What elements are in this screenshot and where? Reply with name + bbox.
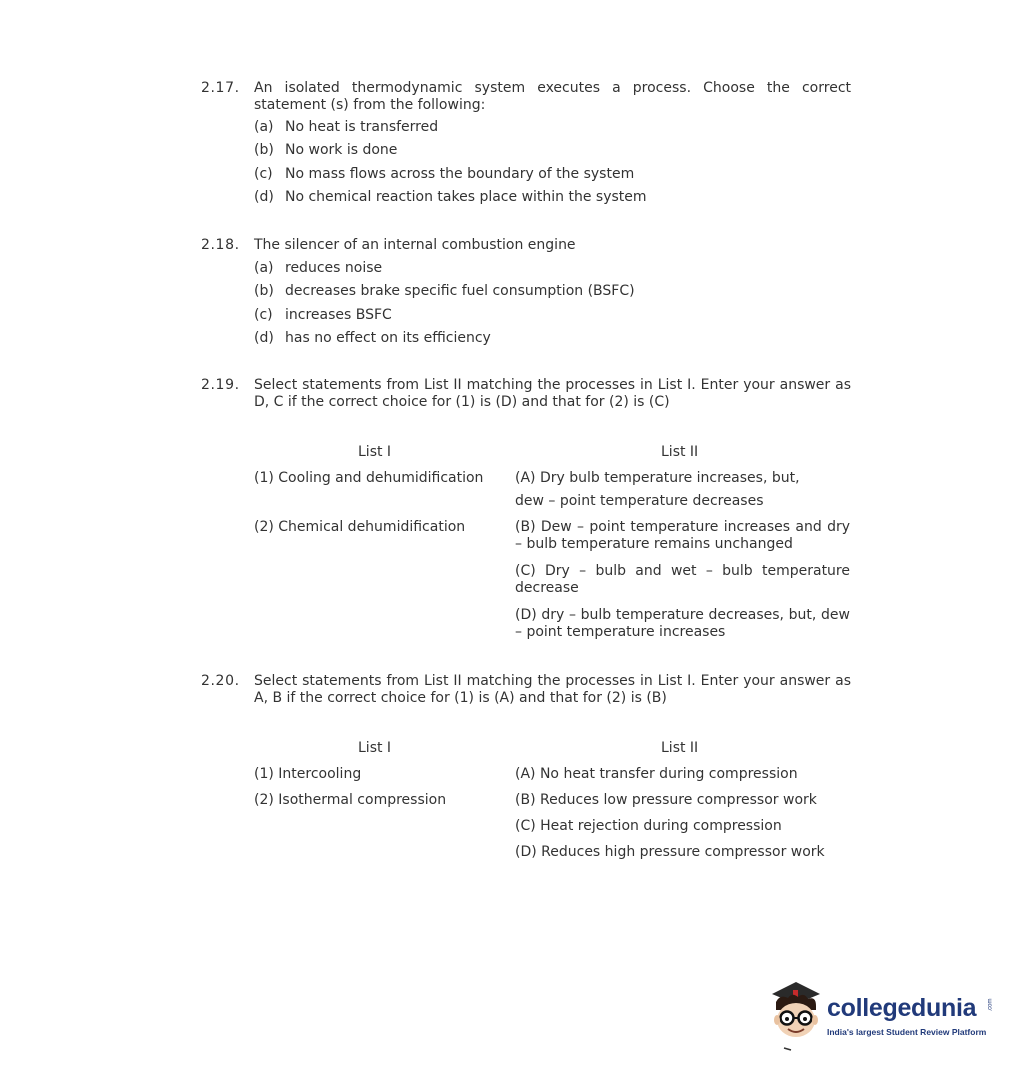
list1-header: List I	[358, 444, 392, 460]
list2-item: (A) No heat transfer during compression	[515, 766, 798, 782]
collegedunia-logo	[766, 980, 996, 1050]
option-b: (b) decreases brake specific fuel consumption (BSFC)	[254, 283, 635, 300]
question-number: 2.17.	[201, 80, 240, 96]
option-b: (b) No work is done	[254, 142, 398, 159]
logo-domain-suffix: .com	[987, 998, 994, 1012]
question-number: 2.20.	[201, 673, 240, 689]
question-2-20	[201, 673, 851, 707]
question-text: The silencer of an internal combustion engine	[254, 237, 576, 253]
list1-item: (1) Intercooling	[254, 766, 362, 782]
list2-header: List II	[661, 740, 699, 756]
question-number: 2.19.	[201, 377, 240, 393]
list1-header: List I	[358, 740, 392, 756]
option-a: (a) reduces noise	[254, 260, 383, 276]
list2-item: (D) dry – bulb temperature decreases, but, dew – point temperature increases	[515, 607, 850, 640]
list2-item: (A) Dry bulb temperature increases, but,	[515, 470, 800, 486]
question-text: Select statements from List II matching the processes in List I. Enter your answer as A, B if the correct choice for (1) is (A) and that for (2) is (B)	[254, 673, 851, 706]
list1-item: (1) Cooling and dehumidification	[254, 470, 484, 486]
list2-header: List II	[661, 444, 699, 460]
option-d: (d) No chemical reaction takes place within the system	[254, 188, 647, 205]
list2-item: (C) Dry – bulb and wet – bulb temperature decrease	[515, 563, 850, 596]
list1-item: (2) Chemical dehumidification	[254, 519, 466, 535]
question-2-18	[201, 237, 851, 350]
logo-wordmark: collegedunia	[827, 994, 977, 1022]
list1-item: (2) Isothermal compression	[254, 792, 447, 808]
question-number: 2.18.	[201, 237, 240, 253]
list2-item: (B) Reduces low pressure compressor work	[515, 792, 817, 808]
option-d: (d) has no effect on its efficiency	[254, 329, 491, 346]
question-2-17	[201, 80, 851, 209]
list2-item: dew – point temperature decreases	[515, 493, 764, 509]
question-2-19	[201, 377, 851, 411]
list2-item: (C) Heat rejection during compression	[515, 818, 782, 834]
option-c: (c) increases BSFC	[254, 306, 392, 323]
list2-item: (B) Dew – point temperature increases and dry – bulb temperature remains unchanged	[515, 519, 850, 552]
list2-item: (D) Reduces high pressure compressor work	[515, 844, 825, 860]
option-c: (c) No mass flows across the boundary of the system	[254, 165, 635, 182]
option-a: (a) No heat is transferred	[254, 119, 439, 135]
mascot-icon	[766, 980, 826, 1052]
logo-tagline: India's largest Student Review Platform	[827, 1027, 987, 1037]
question-text: An isolated thermodynamic system executes a process. Choose the correct statement (s) from the following:	[254, 80, 851, 113]
question-text: Select statements from List II matching the processes in List I. Enter your answer as D, C if the correct choice for (1) is (D) and that for (2) is (C)	[254, 377, 851, 410]
